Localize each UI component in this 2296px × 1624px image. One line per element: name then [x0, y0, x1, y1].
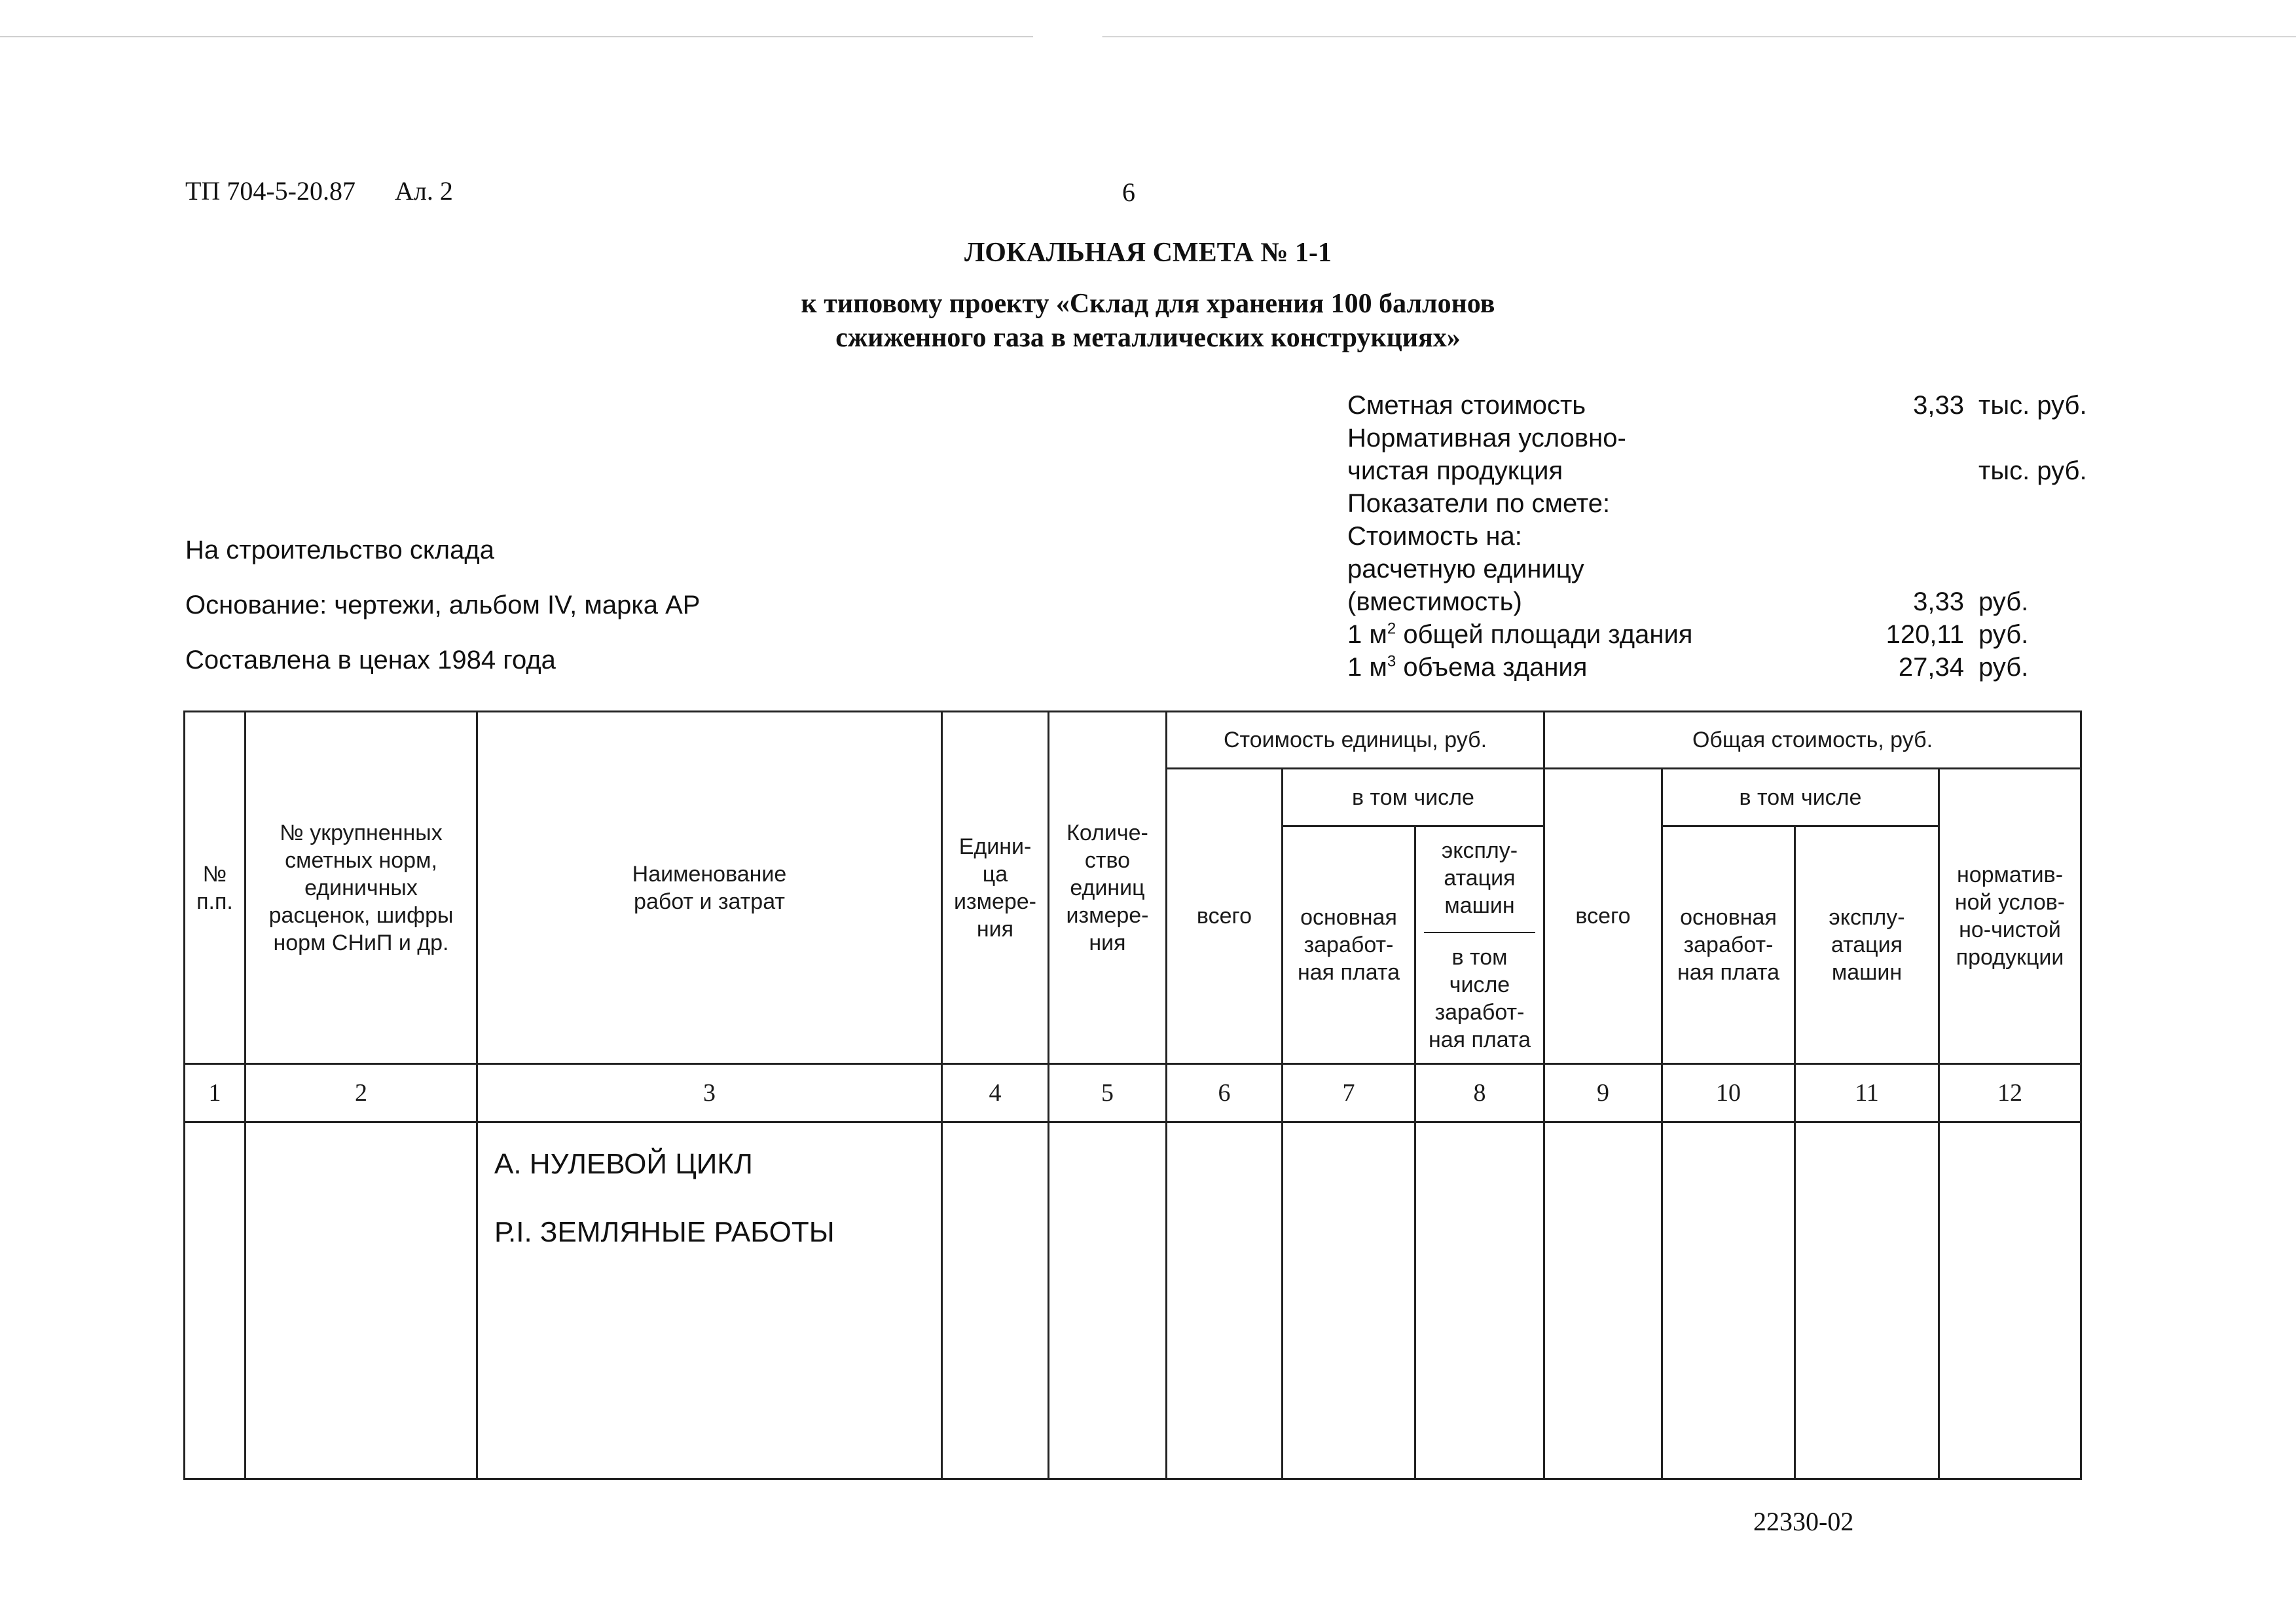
document-title: ЛОКАЛЬНАЯ СМЕТА № 1-1: [964, 238, 1332, 268]
area-label: 1 $м^2$ общей площади здания: [1347, 619, 1693, 649]
estimated-cost-value: 3,33: [1913, 391, 1964, 420]
table-border-bottom: [183, 1478, 2082, 1480]
header-col-9: всего: [1575, 904, 1631, 929]
normative-label-1: Нормативная условно-: [1347, 424, 1626, 452]
header-col-2: № укрупненных сметных норм, единичных расценок, шифры норм СНиП и др.: [268, 820, 454, 955]
scan-artifact-line: [0, 36, 2296, 37]
col-number-8: 8: [1473, 1079, 1486, 1107]
header-including-2: в том числе: [1739, 784, 1862, 810]
album-label: Ал. 2: [395, 176, 453, 206]
col-line-12: [2080, 710, 2082, 1480]
header-col-3: Наименование работ и затрат: [632, 861, 787, 914]
col-number-5: 5: [1101, 1079, 1114, 1107]
unit-unit: руб.: [1978, 587, 2029, 616]
col-number-1: 1: [208, 1079, 221, 1107]
unit-value: 3,33: [1913, 587, 1964, 616]
normative-label-2: чистая продукция: [1347, 456, 1563, 485]
footer-code: 22330-02: [1753, 1507, 1854, 1536]
section-title-a: А. НУЛЕВОЙ ЦИКЛ: [494, 1148, 753, 1180]
construction-label: На строительство склада: [185, 536, 494, 564]
volume-unit: руб.: [1978, 653, 2029, 682]
unit-label-2: (вместимость): [1347, 587, 1522, 616]
header-col-8-bottom: в том числе заработ- ная плата: [1428, 945, 1531, 1052]
cost-per-label: Стоимость на:: [1347, 522, 1522, 551]
col-number-10: 10: [1716, 1079, 1741, 1107]
volume-value: 27,34: [1898, 653, 1964, 682]
header-col-11: эксплу- атация машин: [1829, 905, 1905, 985]
col-number-11: 11: [1855, 1079, 1879, 1107]
volume-label: 1 $м^3$ объема здания: [1347, 652, 1588, 682]
page-number: 6: [1122, 177, 1135, 207]
col-number-4: 4: [989, 1079, 1002, 1107]
header-unit-cost-group: Стоимость единицы, руб.: [1223, 728, 1487, 752]
header-col-8-top: эксплу- атация машин: [1441, 838, 1518, 918]
estimate-table: [183, 710, 2082, 1480]
header-col-4: Едини- ца измере- ния: [953, 834, 1036, 942]
area-value: 120,11: [1886, 620, 1964, 649]
col-number-3: 3: [703, 1079, 716, 1107]
header-col-5: Количе- ство единиц измере- ния: [1066, 820, 1149, 955]
col-number-2: 2: [355, 1079, 367, 1107]
indicators-label: Показатели по смете:: [1347, 489, 1611, 518]
col-number-6: 6: [1218, 1079, 1231, 1107]
document-subtitle-line2: сжиженного газа в металлических конструкциях»: [835, 323, 1461, 353]
col-number-9: 9: [1597, 1079, 1609, 1107]
area-unit: руб.: [1978, 620, 2029, 649]
header-col-6: всего: [1196, 904, 1252, 929]
header-col-1: № п.п.: [196, 861, 233, 914]
header-including-1: в том числе: [1352, 784, 1474, 810]
unit-label-1: расчетную единицу: [1347, 555, 1584, 583]
col-number-12: 12: [1997, 1079, 2022, 1107]
header-total-cost-group: Общая стоимость, руб.: [1692, 728, 1933, 752]
estimated-cost-label: Сметная стоимость: [1347, 391, 1586, 420]
header-col-10: основная заработ- ная плата: [1677, 905, 1780, 985]
header-col-7: основная заработ- ная плата: [1297, 905, 1400, 985]
prices-label: Составлена в ценах 1984 года: [185, 646, 556, 674]
header-col-12: норматив- ной услов- но-чистой продукции: [1954, 862, 2066, 970]
column-numbers-bottom-line: [183, 1121, 2082, 1123]
col-number-7: 7: [1342, 1079, 1355, 1107]
basis-label: Основание: чертежи, альбом IV, марка АР: [185, 591, 701, 619]
doc-code: ТП 704-5-20.87: [185, 176, 355, 206]
section-title-r1: Р.I. ЗЕМЛЯНЫЕ РАБОТЫ: [494, 1216, 835, 1248]
col-8-fraction-line: [1424, 932, 1535, 933]
estimated-cost-unit: тыс. руб.: [1978, 391, 2087, 420]
normative-unit: тыс. руб.: [1978, 456, 2087, 485]
document-subtitle-line1: к типовому проекту «Склад для хранения 100 баллонов: [801, 289, 1495, 319]
